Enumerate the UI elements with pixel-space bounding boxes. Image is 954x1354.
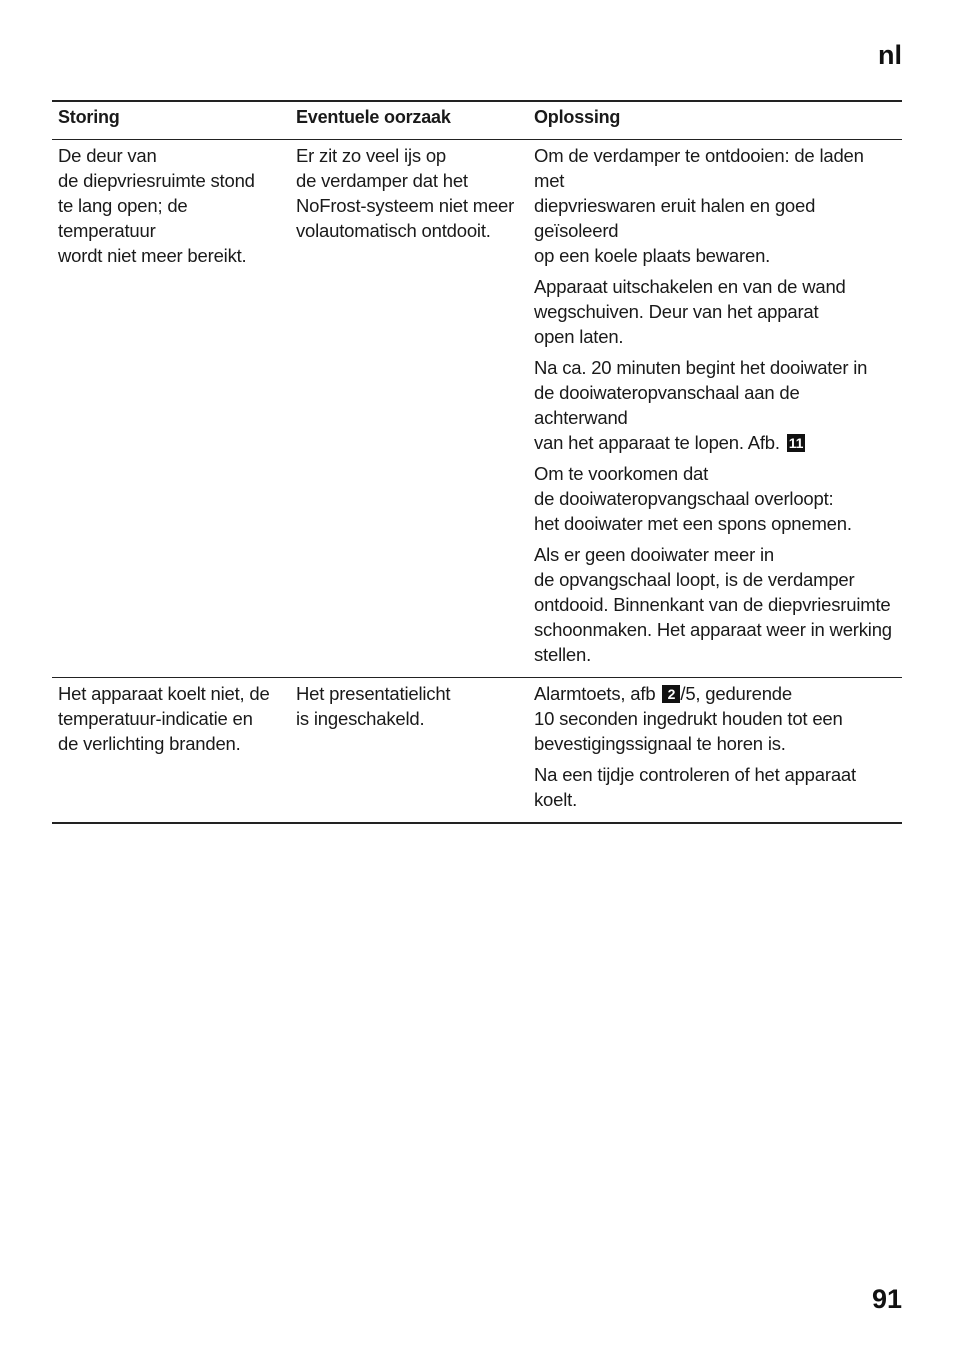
text-line: 10 seconden ingedrukt houden tot een [534,708,843,729]
table-row [52,140,902,678]
solution-paragraph [534,143,896,268]
text-line: stellen. [534,644,592,665]
text-line: schoonmaken. Het apparaat weer in werking [534,619,892,640]
text-line: temperatuur-indicatie en [58,708,253,729]
figure-reference-badge: 2 [662,685,680,703]
text-line: Er zit zo veel ijs op [296,145,447,166]
text-line: de diepvriesruimte stond [58,170,255,191]
text-line: volautomatisch ontdooit. [296,220,491,241]
text-line: Om de verdamper te ontdooien: de laden met [534,145,864,191]
solution-paragraph [534,762,896,812]
text-line: wegschuiven. Deur van het apparat [534,301,819,322]
text-line [534,681,896,706]
text-line: Na ca. 20 minuten begint het dooiwater in [534,357,868,378]
text-line: het dooiwater met een spons opnemen. [534,513,852,534]
text-line: open laten. [534,326,624,347]
table-row [52,678,902,824]
text-line: Na een tijdje controleren of het apparaat koelt. [534,764,856,810]
solution-paragraph [534,274,896,349]
language-marker: nl [878,40,902,70]
text-fragment: /5, gedurende [680,683,792,704]
text-line: Apparaat uitschakelen en van de wand [534,276,846,297]
solution-paragraph [534,542,896,667]
text-line: Als er geen dooiwater meer in [534,544,774,565]
text-line: de opvangschaal loopt, is de verdamper [534,569,855,590]
column-header-eventuele-oorzaak: Eventuele oorzaak [290,101,528,140]
text-line: Het apparaat koelt niet, de [58,683,270,704]
text-line [534,430,896,455]
solution-paragraph [534,681,896,756]
text-fragment: van het apparaat te lopen. Afb. [534,432,780,453]
cell-oorzaak [290,140,528,678]
text-line: de dooiwateropvanschaal aan de achterwand [534,382,800,428]
cell-oplossing [528,678,902,824]
text-line: de verdamper dat het [296,170,468,191]
text-line: bevestigingssignaal te horen is. [534,733,786,754]
text-line: op een koele plaats bewaren. [534,245,771,266]
solution-paragraph [534,355,896,455]
text-line: diepvrieswaren eruit halen en goed geïsoleerd [534,195,816,241]
text-line: NoFrost-systeem niet meer [296,195,515,216]
text-line: Om te voorkomen dat [534,463,709,484]
text-line: De deur van [58,145,157,166]
troubleshooting-table [52,100,902,824]
cell-storing [52,140,290,678]
cell-oorzaak [290,678,528,824]
text-fragment: Alarmtoets, afb [534,683,656,704]
text-line: de verlichting branden. [58,733,241,754]
column-header-oplossing: Oplossing [528,101,902,140]
figure-reference-badge: 11 [788,435,804,451]
text-line: Het presentatielicht [296,683,451,704]
column-header-storing: Storing [52,101,290,140]
text-line: te lang open; de temperatuur [58,195,188,241]
page-number: 91 [871,1284,902,1314]
solution-paragraph [534,461,896,536]
text-line: de dooiwateropvangschaal overloopt: [534,488,834,509]
text-line: is ingeschakeld. [296,708,425,729]
text-line: wordt niet meer bereikt. [58,245,247,266]
table-header-row [52,101,902,140]
text-line: ontdooid. Binnenkant van de diepvriesruimte [534,594,891,615]
cell-storing [52,678,290,824]
cell-oplossing [528,140,902,678]
